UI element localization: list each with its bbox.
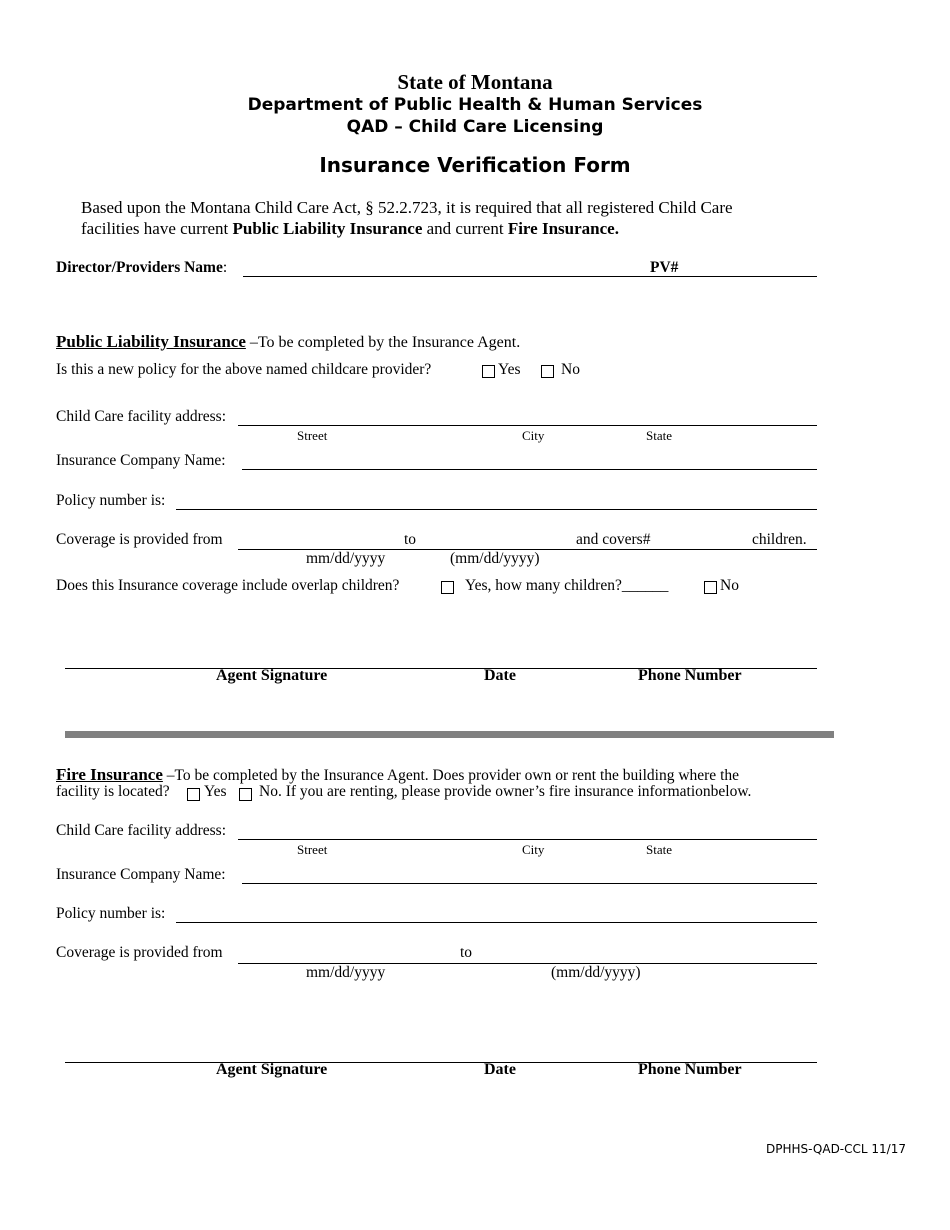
liability-agent-signature-caption: Agent Signature: [216, 667, 328, 684]
fire-company-field[interactable]: [242, 883, 817, 884]
fire-policy-label: Policy number is:: [56, 905, 166, 922]
state-title: State of Montana: [397, 70, 553, 94]
overlap-question: Does this Insurance coverage include overlap children?: [56, 577, 400, 594]
provider-name-colon: :: [222, 259, 228, 276]
fire-heading-note: –To be completed by the Insurance Agent. Does provider own or rent the building where the: [162, 767, 740, 784]
fire-address-label: Child Care facility address:: [56, 822, 227, 839]
provider-name-label-text: Director/Providers Name: [56, 259, 223, 276]
new-policy-yes-label: Yes: [498, 361, 521, 378]
liability-street-caption: Street: [297, 428, 328, 443]
fire-heading: Fire Insurance: [56, 765, 163, 784]
liability-covers-label: and covers#: [576, 531, 651, 548]
overlap-yes-label: Yes, how many children?______: [465, 577, 669, 594]
pv-number-label: PV#: [650, 259, 679, 276]
fire-to-label: to: [460, 944, 473, 961]
provider-name-label: [56, 259, 227, 277]
new-policy-yes-checkbox[interactable]: [482, 365, 495, 378]
fire-yes-checkbox[interactable]: [187, 788, 200, 801]
liability-policy-field[interactable]: [176, 509, 817, 510]
fire-agent-signature-caption: Agent Signature: [216, 1061, 328, 1078]
intro-line-2: [81, 219, 619, 239]
intro-line-1: Based upon the Montana Child Care Act, § 52.2.723, it is required that all registered Child Care: [81, 198, 733, 217]
fire-yes-label: Yes: [204, 783, 227, 800]
form-title: Insurance Verification Form: [319, 153, 631, 177]
liability-date-caption: Date: [484, 667, 516, 684]
liability-address-label: Child Care facility address:: [56, 408, 227, 425]
intro-text: and current: [422, 219, 508, 238]
new-policy-no-checkbox[interactable]: [541, 365, 554, 378]
liability-heading-row: [56, 332, 520, 352]
form-code: DPHHS-QAD-CCL 11/17: [766, 1142, 906, 1156]
fire-phone-caption: Phone Number: [638, 1061, 742, 1078]
fire-state-caption: State: [646, 842, 672, 857]
new-policy-no-label: No: [561, 361, 580, 378]
fire-no-renting-text: No. If you are renting, please provide owner’s fire insurance informationbelow.: [259, 783, 752, 800]
liability-phone-caption: Phone Number: [638, 667, 742, 684]
overlap-yes-checkbox[interactable]: [441, 581, 454, 594]
provider-name-field[interactable]: [243, 276, 817, 277]
liability-heading-note: –To be completed by the Insurance Agent.: [245, 334, 521, 351]
overlap-no-checkbox[interactable]: [704, 581, 717, 594]
fire-coverage-label: Coverage is provided from: [56, 944, 223, 961]
intro-liability-emphasis: Public Liability Insurance: [232, 219, 423, 238]
fire-street-caption: Street: [297, 842, 328, 857]
liability-to-label: to: [404, 531, 417, 548]
liability-company-field[interactable]: [242, 469, 817, 470]
liability-city-caption: City: [522, 428, 545, 443]
fire-no-checkbox[interactable]: [239, 788, 252, 801]
department-title: Department of Public Health & Human Services: [247, 95, 703, 115]
intro-fire-emphasis: Fire Insurance.: [507, 219, 619, 238]
liability-children-label: children.: [752, 531, 807, 548]
fire-date-caption: Date: [484, 1061, 516, 1078]
liability-heading: Public Liability Insurance: [56, 332, 246, 351]
overlap-no-label: No: [720, 577, 739, 594]
liability-state-caption: State: [646, 428, 672, 443]
fire-to-date-format: (mm/dd/yyyy): [551, 964, 641, 981]
intro-text: facilities have current: [81, 219, 233, 238]
liability-coverage-label: Coverage is provided from: [56, 531, 223, 548]
fire-policy-field[interactable]: [176, 922, 817, 923]
section-divider: [65, 731, 834, 738]
fire-address-field[interactable]: [238, 839, 817, 840]
fire-company-label: Insurance Company Name:: [56, 866, 226, 883]
fire-from-date-format: mm/dd/yyyy: [306, 964, 386, 981]
fire-city-caption: City: [522, 842, 545, 857]
new-policy-question: Is this a new policy for the above named childcare provider?: [56, 361, 432, 378]
liability-address-field[interactable]: [238, 425, 817, 426]
liability-from-date-format: mm/dd/yyyy: [306, 550, 386, 567]
liability-to-date-format: (mm/dd/yyyy): [450, 550, 540, 567]
fire-own-rent-question: facility is located?: [56, 783, 170, 800]
liability-company-label: Insurance Company Name:: [56, 452, 226, 469]
division-title: QAD – Child Care Licensing: [346, 117, 604, 137]
liability-policy-label: Policy number is:: [56, 492, 166, 509]
fire-heading-row: [56, 765, 739, 785]
